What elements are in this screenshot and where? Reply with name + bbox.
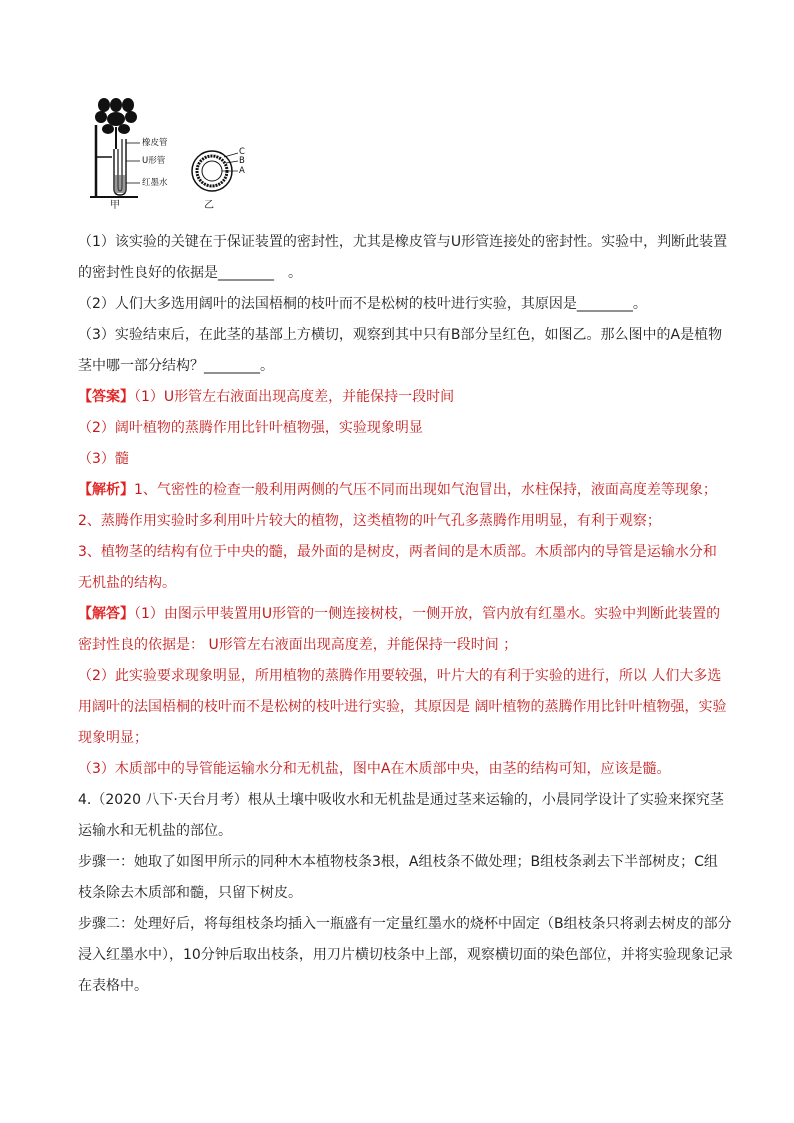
line-text: （2）此实验要求现象明显，所用植物的蒸腾作用要较强，叶片大的有利于实验的进行，所以 人们大多选: [78, 668, 722, 684]
line-text: 4.（2020 八下·天台月考）根从土壤中吸收水和无机盐是通过茎来运输的，小晨同学设计了实验来探究茎: [78, 792, 724, 808]
answer-line: [78, 382, 718, 413]
section-tag: 【解析】: [78, 482, 134, 498]
question-line: [78, 816, 718, 847]
question-line: [78, 940, 733, 971]
line-text: 浸入红墨水中），10分钟后取出枝条，用刀片横切枝条中上部，观察横切面的染色部位，并将实验现象记录: [78, 947, 733, 963]
answer-line: [78, 754, 718, 785]
section-tag: 【解答】: [78, 606, 134, 622]
line-text: 在表格中。: [78, 978, 148, 994]
line-text: 枝条除去木质部和髓，只留下树皮。: [78, 885, 302, 901]
label-red-ink: 红墨水: [142, 178, 168, 188]
line-text: 密封性良的依据是： U形管左右液面出现高度差，并能保持一段时间 ；: [78, 637, 518, 653]
answer-line: [78, 723, 718, 754]
answer-line: [78, 568, 718, 599]
answer-line: [78, 692, 727, 723]
question-line: [78, 785, 724, 816]
label-b: B: [239, 156, 245, 166]
line-text: （3）木质部中的导管能运输水分和无机盐，图中A在木质部中央，由茎的结构可知，应该是髓。: [78, 761, 671, 777]
question-line: [78, 258, 718, 289]
label-a: A: [239, 166, 245, 176]
line-text: 茎中哪一部分结构？________。: [78, 358, 274, 374]
line-text: 现象明显；: [78, 730, 148, 746]
label-u-tube: U形管: [142, 156, 166, 166]
answer-line: [78, 599, 721, 630]
line-text: 2、蒸腾作用实验时多利用叶片较大的植物，这类植物的叶气孔多蒸腾作用明显，有利于观察；: [78, 513, 661, 529]
answer-line: [78, 537, 718, 568]
line-text: （1）U形管左右液面出现高度差，并能保持一段时间: [134, 389, 455, 405]
question-line: [78, 289, 718, 320]
label-rubber-tube: 橡皮管: [142, 138, 168, 148]
line-text: 无机盐的结构。: [78, 575, 176, 591]
answer-line: [78, 444, 718, 475]
question-line: [78, 227, 728, 258]
question-line: [78, 878, 718, 909]
experiment-figure: [88, 97, 248, 215]
line-text: （3）实验结束后，在此茎的基部上方横切，观察到其中只有B部分呈红色，如图乙。那么图中的A是植物: [78, 327, 723, 343]
answer-line: [78, 413, 718, 444]
label-yi: 乙: [204, 200, 214, 211]
line-text: （1）该实验的关键在于保证装置的密封性，尤其是橡皮管与U形管连接处的密封性。实验中，判断此装置: [78, 234, 728, 250]
answer-line: [78, 506, 718, 537]
answer-line: [78, 630, 718, 661]
line-text: 3、植物茎的结构有位于中央的髓，最外面的是树皮，两者间的是木质部。木质部内的导管是运输水分和: [78, 544, 717, 560]
section-tag: 【答案】: [78, 389, 134, 405]
line-text: （1）由图示甲装置用U形管的一侧连接树枝，一侧开放，管内放有红墨水。实验中判断此装置的: [134, 606, 721, 622]
question-line: [78, 909, 732, 940]
label-c: C: [239, 147, 245, 157]
line-text: 运输水和无机盐的部位。: [78, 823, 232, 839]
question-line: [78, 971, 718, 1002]
question-line: [78, 847, 718, 878]
document-body: [78, 227, 733, 1002]
line-text: 步骤二：处理好后，将每组枝条均插入一瓶盛有一定量红墨水的烧杯中固定（B组枝条只将剥去树皮的部分: [78, 916, 732, 932]
line-text: （2）人们大多选用阔叶的法国梧桐的枝叶而不是松树的枝叶进行实验，其原因是________。: [78, 296, 647, 312]
question-line: [78, 320, 723, 351]
line-text: （2）阔叶植物的蒸腾作用比针叶植物强，实验现象明显: [78, 420, 423, 436]
label-jia: 甲: [110, 200, 120, 211]
answer-line: [78, 475, 718, 506]
apparatus-diagram: [88, 97, 248, 215]
line-text: 1、气密性的检查一般利用两侧的气压不同而出现如气泡冒出，水柱保持，液面高度差等现象；: [134, 482, 717, 498]
question-line: [78, 351, 718, 382]
answer-line: [78, 661, 722, 692]
line-text: 用阔叶的法国梧桐的枝叶而不是松树的枝叶进行实验，其原因是 阔叶植物的蒸腾作用比针叶植物强，实验: [78, 699, 727, 715]
line-text: （3）髓: [78, 451, 129, 467]
line-text: 的密封性良好的依据是________ 。: [78, 265, 302, 281]
line-text: 步骤一：她取了如图甲所示的同种木本植物枝条3根，A组枝条不做处理；B组枝条剥去下半部树皮；C组: [78, 854, 718, 870]
